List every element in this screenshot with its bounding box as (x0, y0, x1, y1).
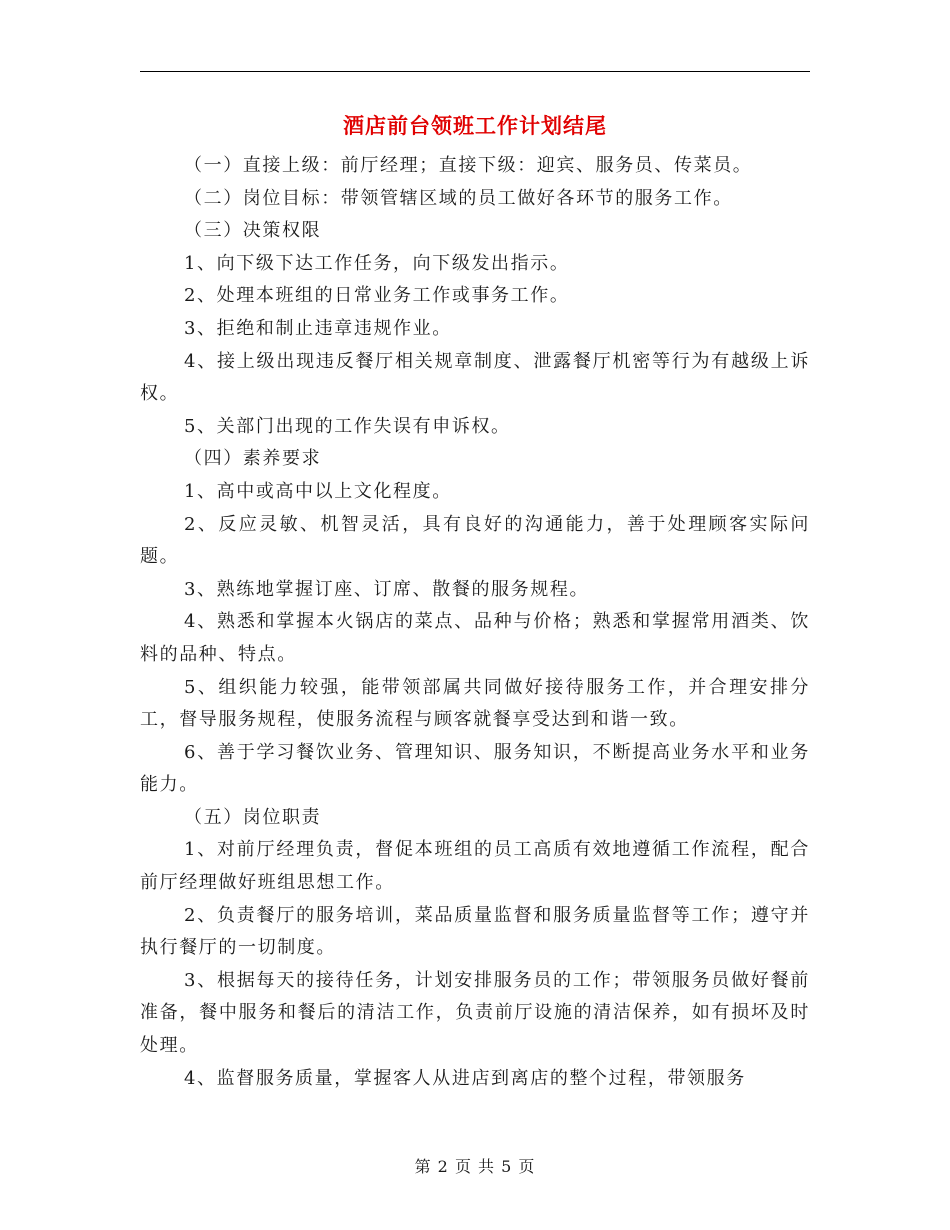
paragraph: 6、善于学习餐饮业务、管理知识、服务知识，不断提高业务水平和业务能力。 (140, 741, 810, 796)
paragraph: 1、高中或高中以上文化程度。 (184, 480, 452, 502)
paragraph: 1、向下级下达工作任务，向下级发出指示。 (184, 252, 570, 274)
paragraph: 5、组织能力较强，能带领部属共同做好接待服务工作，并合理安排分工，督导服务规程，使服务流程与顾客就餐享受达到和谐一致。 (140, 676, 810, 731)
paragraph: 4、接上级出现违反餐厅相关规章制度、泄露餐厅机密等行为有越级上诉权。 (140, 350, 810, 405)
page-number-footer: 第 2 页 共 5 页 (414, 1157, 536, 1176)
paragraph: 3、拒绝和制止违章违规作业。 (184, 317, 452, 339)
document-body (140, 150, 810, 1095)
paragraph: 4、熟悉和掌握本火锅店的菜点、品种与价格；熟悉和掌握常用酒类、饮料的品种、特点。 (140, 611, 810, 665)
section-heading: （五）岗位职责 (184, 806, 322, 828)
paragraph: 3、熟练地掌握订座、订席、散餐的服务规程。 (184, 578, 590, 600)
document-title: 酒店前台领班工作计划结尾 (343, 113, 607, 138)
paragraph: 3、根据每天的接待任务，计划安排服务员的工作；带领服务员做好餐前准备，餐中服务和餐后的清洁工作，负责前厅设施的清洁保养，如有损坏及时处理。 (140, 969, 810, 1057)
section-heading: （三）决策权限 (184, 220, 322, 242)
paragraph: （二）岗位目标：带领管辖区域的员工做好各环节的服务工作。 (184, 187, 733, 209)
paragraph: 2、负责餐厅的服务培训，菜品质量监督和服务质量监督等工作；遵守并执行餐厅的一切制度。 (140, 904, 810, 959)
paragraph: 1、对前厅经理负责，督促本班组的员工高质有效地遵循工作流程，配合前厅经理做好班组思想工作。 (140, 839, 810, 894)
paragraph: 2、处理本班组的日常业务工作或事务工作。 (184, 285, 570, 307)
header-rule (140, 71, 810, 72)
paragraph: （一）直接上级：前厅经理；直接下级：迎宾、服务员、传菜员。 (184, 155, 753, 176)
paragraph: 5、关部门出现的工作失误有申诉权。 (184, 415, 511, 437)
section-heading: （四）素养要求 (184, 448, 322, 470)
paragraph: 4、监督服务质量，掌握客人从进店到离店的整个过程，带领服务 (184, 1067, 746, 1089)
paragraph: 2、反应灵敏、机智灵活，具有良好的沟通能力，善于处理顾客实际问题。 (140, 513, 810, 568)
